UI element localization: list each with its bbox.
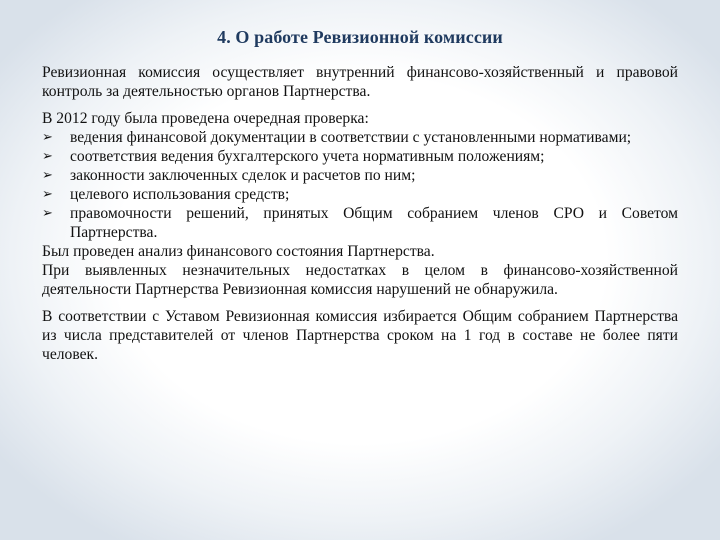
paragraph-analysis: Был проведен анализ финансового состояния Партнерства. <box>42 243 435 260</box>
list-item <box>42 128 678 147</box>
slide-body <box>42 63 678 364</box>
list-item <box>42 166 678 185</box>
arrow-bullet-icon: ➢ <box>42 168 53 183</box>
list-item <box>42 204 678 242</box>
paragraph-control: Ревизионная комиссия осуществляет внутренний финансово-хозяйственный и правовой контроль за деятельностью органов Партнерства. <box>42 64 678 100</box>
inspection-list <box>42 128 678 242</box>
list-item <box>42 147 678 166</box>
list-item-text: законности заключенных сделок и расчетов по ним; <box>70 167 416 184</box>
list-item-text: ведения финансовой документации в соответствии с установленными нормативами; <box>70 129 632 146</box>
paragraph-election: В соответствии с Уставом Ревизионная комиссия избирается Общим собранием Партнерства из числа представителей от членов Партнерства сроком на 1 год в составе не более пяти человек. <box>42 308 678 363</box>
list-item-text: целевого использования средств; <box>70 186 290 203</box>
paragraph-conclusion: При выявленных незначительных недостатках в целом в финансово-хозяйственной деятельности Партнерства Ревизионная комиссия нарушений не обнаружила. <box>42 262 678 298</box>
arrow-bullet-icon: ➢ <box>42 187 53 202</box>
slide-title: 4. О работе Ревизионной комиссии <box>217 27 503 47</box>
arrow-bullet-icon: ➢ <box>42 149 53 164</box>
arrow-bullet-icon: ➢ <box>42 130 53 145</box>
list-item-text: правомочности решений, принятых Общим собранием членов СРО и Советом Партнерства. <box>70 205 678 241</box>
paragraph-inspection-intro: В 2012 году была проведена очередная проверка: <box>42 110 369 127</box>
arrow-bullet-icon: ➢ <box>42 206 53 221</box>
list-item-text: соответствия ведения бухгалтерского учета нормативным положениям; <box>70 148 545 165</box>
list-item <box>42 185 678 204</box>
